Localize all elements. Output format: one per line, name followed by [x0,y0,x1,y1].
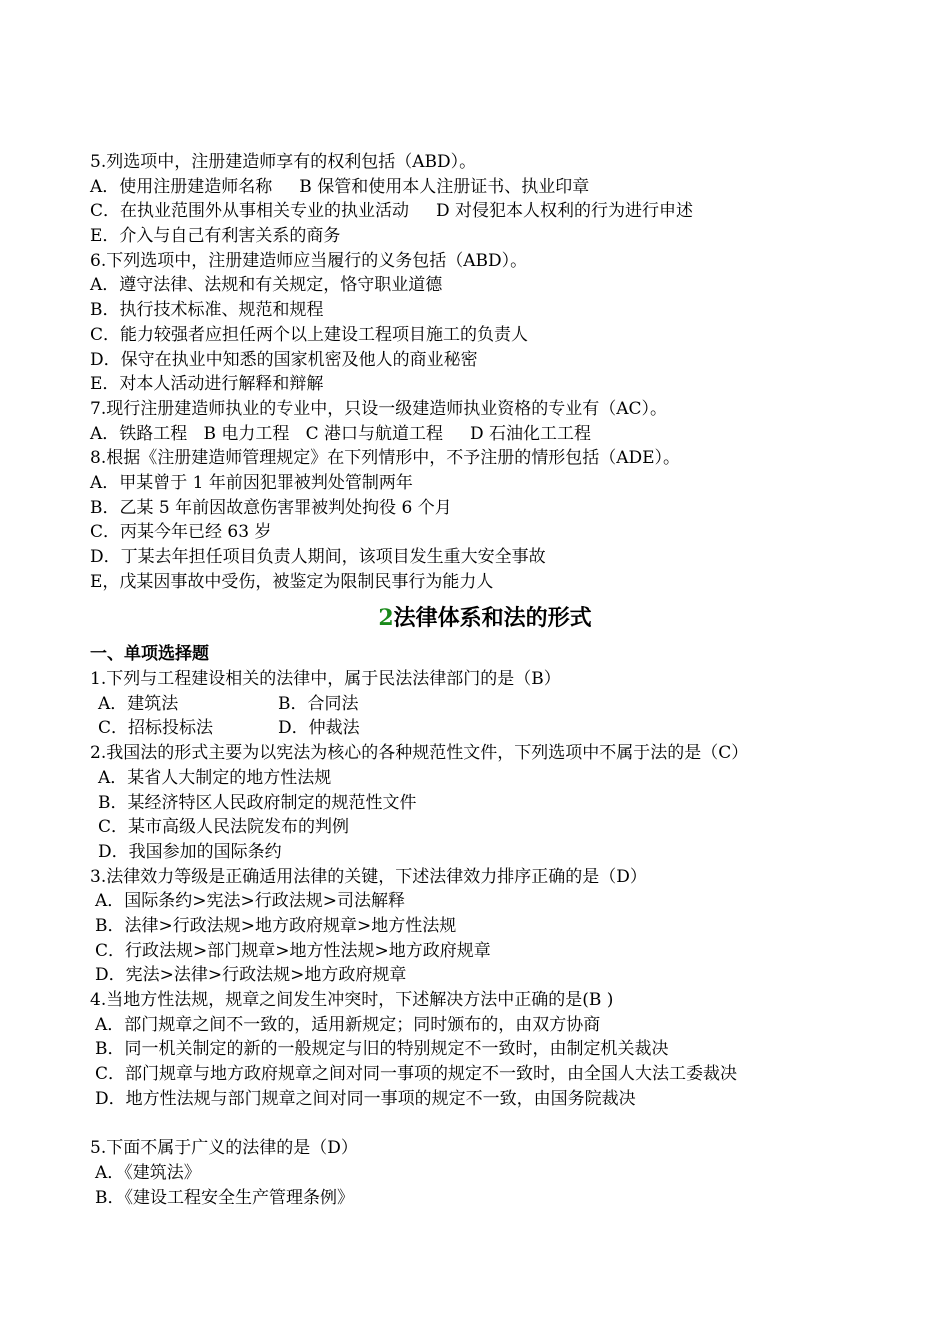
q5-options-cd: C．在执业范围外从事相关专业的执业活动 D 对侵犯本人权利的行为进行申述 [90,201,694,222]
s2-q5-option-b: B．《建设工程安全生产管理条例》 [95,1187,354,1208]
s2-q4-option-d: D．地方性法规与部门规章之间对同一事项的规定不一致，由国务院裁决 [95,1088,636,1109]
q5-stem: 5.列选项中，注册建造师享有的权利包括（ABD）。 [90,152,477,172]
q8-option-d: D．丁某去年担任项目负责人期间，该项目发生重大安全事故 [90,547,546,567]
s2-q3-option-b: B．法律>行政法规>地方政府规章>地方性法规 [95,915,457,936]
document-content [90,150,880,1210]
q5-option-e: E．介入与自己有利害关系的商务 [90,226,341,247]
q5-options-ab: A．使用注册建造师名称 B 保管和使用本人注册证书、执业印章 [90,176,590,197]
s2-q2-stem: 2.我国法的形式主要为以宪法为核心的各种规范性文件，下列选项中不属于法的是（C） [90,743,749,764]
s2-q1-options-cd [90,716,880,741]
s2-q3-option-a: A．国际条约>宪法>行政法规>司法解释 [95,891,406,912]
section-title [90,604,880,632]
s2-q1-option-b: B．合同法 [278,693,359,714]
q8-option-c: C．丙某今年已经 63 岁 [90,522,272,543]
s2-q4-stem: 4.当地方性法规，规章之间发生冲突时，下述解决方法中正确的是(B ) [90,990,614,1010]
q8-option-b: B．乙某 5 年前因故意伤害罪被判处拘役 6 个月 [90,497,452,518]
s2-q3-stem: 3.法律效力等级是正确适用法律的关键，下述法律效力排序正确的是（D） [90,866,647,887]
q6-stem: 6.下列选项中，注册建造师应当履行的义务包括（ABD）。 [90,250,528,271]
s2-q2-option-d: D．我国参加的国际条约 [98,841,282,862]
s2-q2-option-c: C．某市高级人民法院发布的判例 [98,817,350,838]
s2-q5-stem: 5.下面不属于广义的法律的是（D） [90,1138,358,1159]
q8-option-e: E，戊某因事故中受伤，被鉴定为限制民事行为能力人 [90,571,494,592]
s2-q1-option-c: C．招标投标法 [98,718,214,739]
s2-q1-options-ab [90,692,880,717]
s2-q1-option-a: A．建筑法 [98,693,179,714]
s2-q5-option-a: A．《建筑法》 [95,1162,201,1183]
section-number: 2 [378,605,394,632]
q6-option-a: A．遵守法律、法规和有关规定，恪守职业道德 [90,275,443,296]
q6-option-b: B．执行技术标准、规范和规程 [90,300,324,321]
section-subhead: 一、单项选择题 [90,644,209,665]
s2-q4-option-a: A．部门规章之间不一致的，适用新规定；同时颁布的，由双方协商 [95,1014,601,1035]
q6-option-d: D．保守在执业中知悉的国家机密及他人的商业秘密 [90,349,478,370]
blank-line [90,1111,880,1136]
s2-q3-option-d: D．宪法>法律>行政法规>地方政府规章 [95,965,407,986]
s2-q3-option-c: C．行政法规>部门规章>地方性法规>地方政府规章 [95,940,491,961]
q8-option-a: A．甲某曾于 1 年前因犯罪被判处管制两年 [90,472,413,493]
s2-q2-option-b: B．某经济特区人民政府制定的规范性文件 [98,792,417,813]
s2-q2-option-a: A．某省人大制定的地方性法规 [98,767,332,788]
s2-q1-option-d: D．仲裁法 [278,718,360,739]
q7-options: A．铁路工程 B 电力工程 C 港口与航道工程 D 石油化工工程 [90,423,592,444]
s2-q4-option-c: C．部门规章与地方政府规章之间对同一事项的规定不一致时，由全国人大法工委裁决 [95,1064,738,1085]
section-title-text: 法律体系和法的形式 [393,605,592,632]
q6-option-c: C．能力较强者应担任两个以上建设工程项目施工的负责人 [90,324,529,345]
q6-option-e: E．对本人活动进行解释和辩解 [90,374,324,395]
s2-q1-stem: 1.下列与工程建设相关的法律中，属于民法法律部门的是（B） [90,669,561,690]
s2-q4-option-b: B．同一机关制定的新的一般规定与旧的特别规定不一致时，由制定机关裁决 [95,1039,669,1060]
q8-stem: 8.根据《注册建造师管理规定》在下列情形中，不予注册的情形包括（ADE）。 [90,448,681,469]
q7-stem: 7.现行注册建造师执业的专业中，只设一级建造师执业资格的专业有（AC）。 [90,398,668,419]
